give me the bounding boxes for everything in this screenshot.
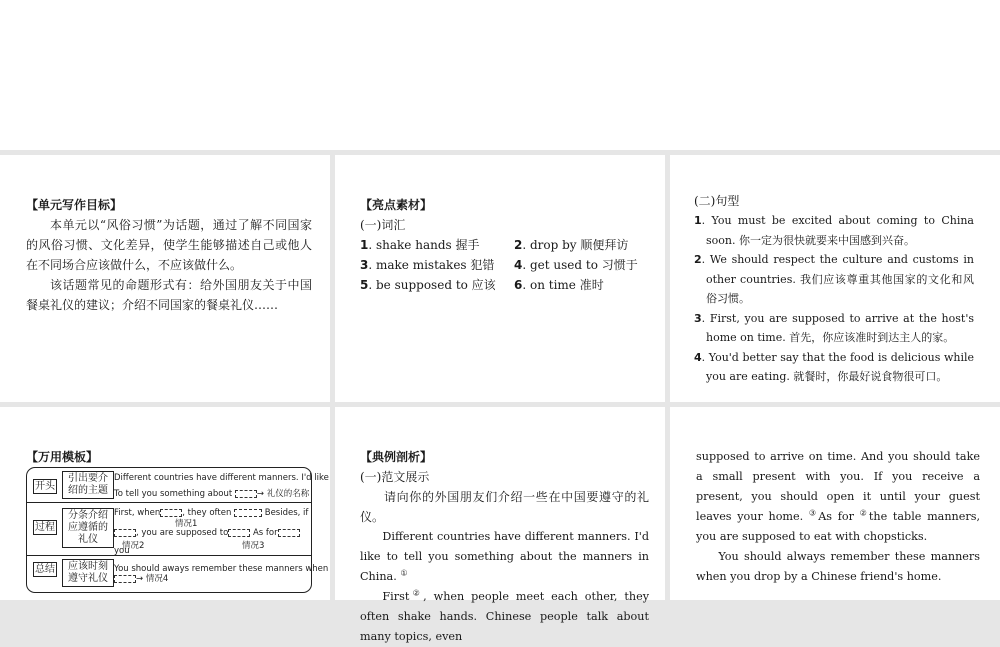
row-label: 过程 [35, 522, 55, 533]
row-box: 应该时刻遵守礼仪 [62, 559, 114, 587]
vocab-list [360, 235, 645, 295]
template-text: 情况1 [175, 519, 198, 529]
essay-paragraph: You should always remember these manners when you drop by a Chinese friend's home. [696, 550, 980, 583]
example-continued-panel [670, 407, 1000, 600]
sentence-item: 4. You'd better say that the food is delicious while you are eating. 就餐时，你最好说食物很可口。 [694, 350, 974, 383]
section-heading: 【亮点素材】 [360, 198, 433, 212]
paragraph: 本单元以“风俗习惯”为话题，通过了解不同国家的风俗习惯、文化差异，使学生能够描述自己或他人在不同场合应该做什么，不应该做什么。 [26, 218, 312, 272]
top-blank-area [0, 0, 1000, 150]
sentence-item: 1. You must be excited about coming to China soon. 你一定为很快就要来中国感到兴奋。 [694, 214, 974, 247]
template-line: To tell you something about → 礼仪的名称 [114, 489, 310, 499]
subheading: (二)句型 [694, 194, 740, 208]
row-label: 总结 [35, 564, 55, 575]
vocab-item: 4. get used to 习惯于 [514, 258, 638, 272]
subheading: (一)词汇 [360, 218, 406, 232]
writing-template-diagram [26, 467, 329, 593]
template-line: First, when , they often Besides, if [114, 508, 309, 518]
section-heading: 【万用模板】 [26, 450, 99, 464]
essay-paragraph: Different countries have different manners. I'd like to tell you something about the manners in China. ① [360, 530, 649, 583]
template-text: 情况2 [122, 541, 145, 551]
vocab-item: 3. make mistakes 犯错 [360, 258, 495, 272]
vocab-item: 6. on time 准时 [514, 278, 604, 292]
template-panel [0, 407, 330, 600]
sentence-item: 2. We should respect the culture and customs in other countries. 我们应该尊重其他国家的文化和风俗习惯。 [694, 253, 974, 305]
divider [27, 555, 311, 556]
section-heading: 【典例剖析】 [360, 450, 433, 464]
template-line: → 情况4 [114, 574, 168, 584]
writing-prompt: 请向你的外国朋友们介绍一些在中国要遵守的礼仪。 [360, 490, 649, 524]
row-label: 开头 [35, 481, 55, 492]
subheading: (一)范文展示 [360, 470, 430, 484]
sentence-patterns-panel [670, 155, 1000, 402]
row-box: 分条介绍应遵循的礼仪 [62, 508, 114, 548]
section-heading: 【单元写作目标】 [26, 198, 123, 212]
template-text: 情况3 [242, 541, 265, 551]
template-text: you [114, 546, 130, 556]
row-box: 引出要介绍的主题 [62, 471, 114, 499]
vocab-item: 5. be supposed to 应该 [360, 278, 496, 292]
vocab-item: 2. drop by 顺便拜访 [514, 238, 629, 252]
example-panel [335, 407, 665, 643]
paragraph: 该话题常见的命题形式有：给外国朋友关于中国餐桌礼仪的建议；介绍不同国家的餐桌礼仪…… [26, 278, 312, 312]
materials-panel [335, 155, 665, 402]
template-text: You should aways remember these manners when [114, 564, 329, 574]
essay-paragraph: supposed to arrive on time. And you should take a small present with you. If you receive a present, you should open it until your guest leaves your home. ③As for ②the table manners, you are supposed to eat with chopsticks. [696, 450, 981, 543]
template-text: Different countries have different manners. I'd like [114, 473, 329, 483]
writing-goal-panel [0, 155, 330, 402]
divider [27, 502, 311, 503]
vocab-item: 1. shake hands 握手 [360, 238, 480, 252]
essay-paragraph: First②, when people meet each other, they often shake hands. Chinese people talk about many topics, even [360, 588, 650, 643]
template-line: , you are supposed to As for [114, 528, 300, 538]
sentence-item: 3. First, you are supposed to arrive at the host's home on time. 首先，你应该准时到达主人的家。 [694, 311, 974, 344]
